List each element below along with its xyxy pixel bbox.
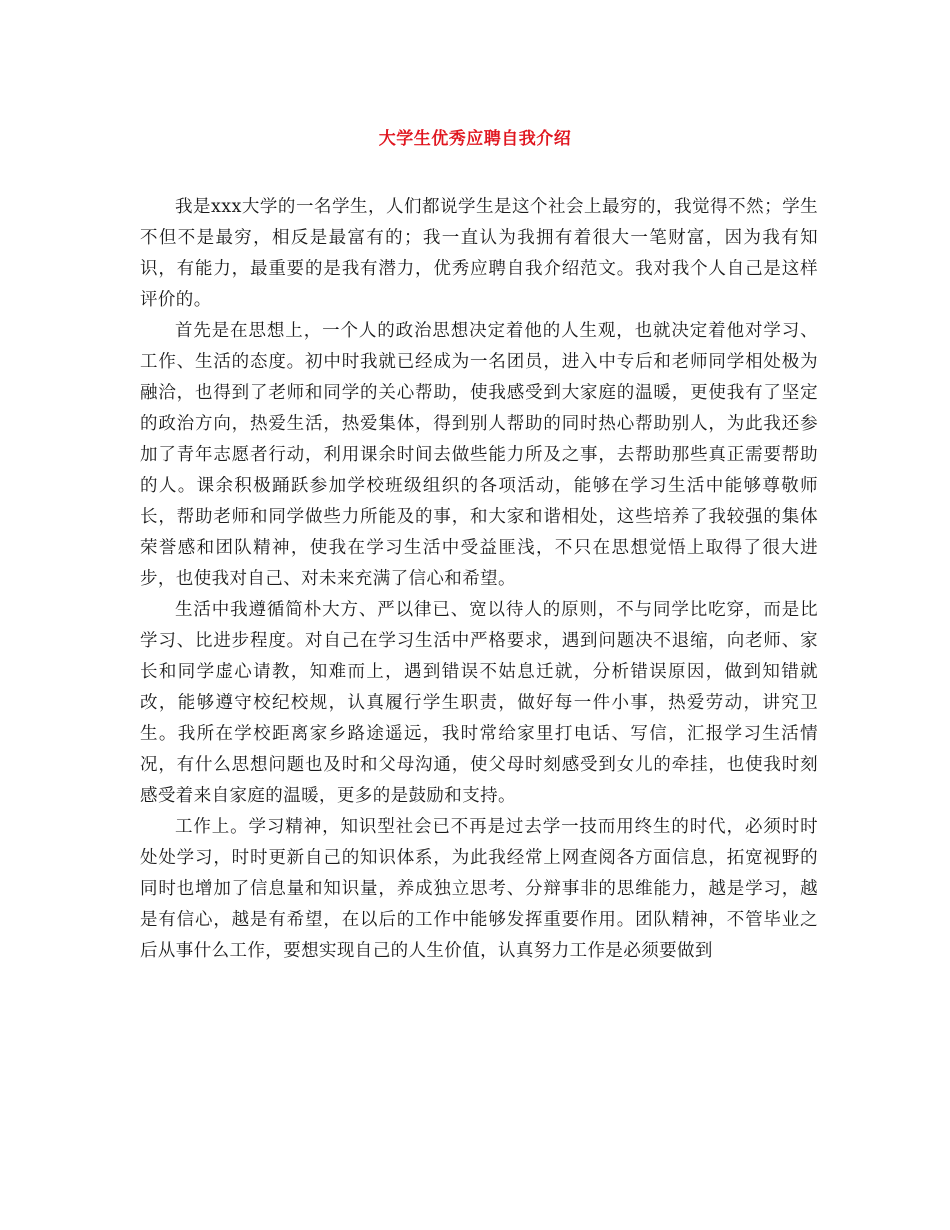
paragraph-ideology: 首先是在思想上，一个人的政治思想决定着他的人生观，也就决定着他对学习、工作、生活的态度。初中时我就已经成为一名团员，进入中专后和老师同学相处极为融洽，也得到了老师和同学的关心帮助，使我感受到大家庭的温暖，更使我有了坚定的政治方向，热爱生活，热爱集体，得到别人帮助的同时热心帮助别人，为此我还参加了青年志愿者行动，利用课余时间去做些能力所及之事，去帮助那些真正需要帮助的人。课余积极踊跃参加学校班级组织的各项活动，能够在学习生活中能够尊敬师长，帮助老师和同学做些力所能及的事，和大家和谐相处，这些培养了我较强的集体荣誉感和团队精神，使我在学习生活中受益匪浅，不只在思想觉悟上取得了很大进步，也使我对自己、对未来充满了信心和希望。 [140,321,818,589]
paragraph-life: 生活中我遵循简朴大方、严以律已、宽以待人的原则，不与同学比吃穿，而是比学习、比进步程度。对自己在学习生活中严格要求，遇到问题决不退缩，向老师、家长和同学虚心请教，知难而上，遇到错误不姑息迁就，分析错误原因，做到知错就改，能够遵守校纪校规，认真履行学生职责，做好每一件小事，热爱劳动，讲究卫生。我所在学校距离家乡路途遥远，我时常给家里打电话、写信，汇报学习生活情况，有什么思想问题也及时和父母沟通，使父母时刻感受到女儿的牵挂，也使我时刻感受着来自家庭的温暖，更多的是鼓励和支持。 [140,600,818,806]
paragraph-intro: 我是xxx大学的一名学生，人们都说学生是这个社会上最穷的，我觉得不然；学生不但不是最穷，相反是最富有的；我一直认为我拥有着很大一笔财富，因为我有知识，有能力，最重要的是我有潜力，优秀应聘自我介绍范文。我对我个人自己是这样评价的。 [140,197,818,310]
document-body [140,192,818,967]
document-title: 大学生优秀应聘自我介绍 [378,129,572,149]
paragraph-work: 工作上。学习精神，知识型社会已不再是过去学一技而用终生的时代，必须时时处处学习，时时更新自己的知识体系，为此我经常上网查阅各方面信息，拓宽视野的同时也增加了信息量和知识量，养成独立思考、分辩事非的思维能力，越是学习，越是有信心，越是有希望，在以后的工作中能够发挥重要作用。团队精神，不管毕业之后从事什么工作，要想实现自己的人生价值，认真努力工作是必须要做到 [140,817,818,961]
